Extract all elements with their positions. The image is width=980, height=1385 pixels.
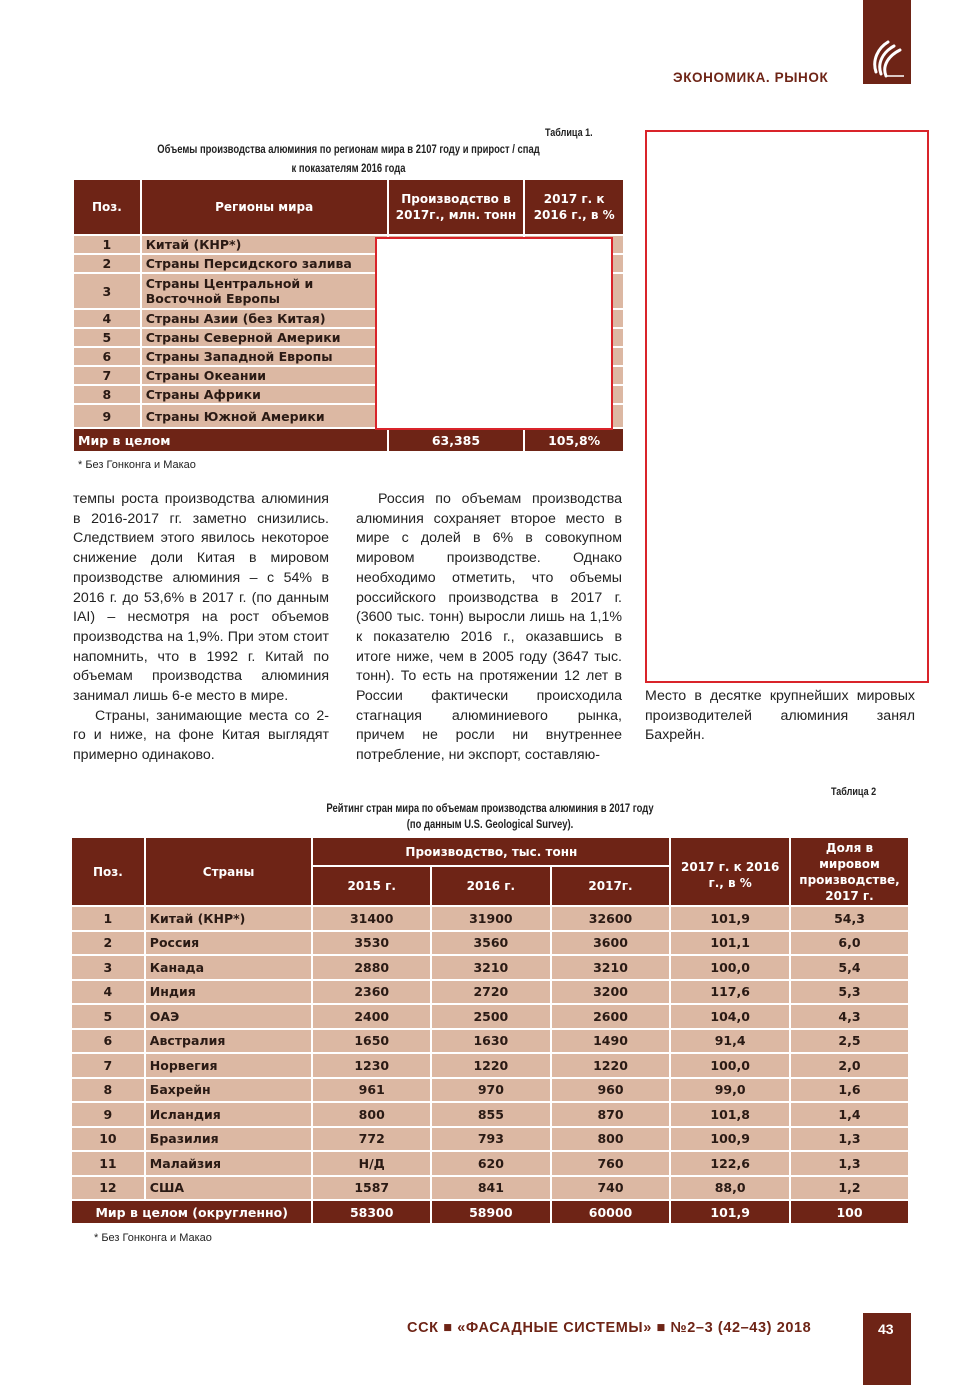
t2-cell-change: 100,0 xyxy=(670,1053,790,1078)
t1-cell-pos: 1 xyxy=(73,235,141,254)
t2-header-2017: 2017г. xyxy=(551,866,671,906)
t2-cell-y2015: 1230 xyxy=(312,1053,431,1078)
text-column-2 xyxy=(356,490,622,766)
t2-cell-country: Россия xyxy=(145,931,313,956)
t2-cell-country: Норвегия xyxy=(145,1053,313,1078)
t2-cell-country: Китай (КНР*) xyxy=(145,906,313,931)
t2-row xyxy=(71,980,909,1005)
t2-cell-y2015: 31400 xyxy=(312,906,431,931)
t2-cell-y2015: 2360 xyxy=(312,980,431,1005)
t2-cell-y2017: 32600 xyxy=(551,906,671,931)
t1-header-pos: Поз. xyxy=(73,179,141,235)
table2-number: Таблица 2 xyxy=(831,786,877,798)
col3-paragraph-1: Место в десятке крупнейших мировых производителей алюминия занял Бахрейн. xyxy=(645,688,915,744)
table2-caption-line1: Рейтинг стран мира по объемам производства алюминия в 2017 году xyxy=(326,803,654,815)
t2-cell-pos: 4 xyxy=(71,980,145,1005)
table2-countries xyxy=(70,836,910,1225)
t2-cell-change: 100,0 xyxy=(670,955,790,980)
t2-cell-y2016: 2500 xyxy=(431,1004,551,1029)
t2-cell-y2015: 3530 xyxy=(312,931,431,956)
t2-row xyxy=(71,1127,909,1152)
t1-header-region: Регионы мира xyxy=(141,179,388,235)
table1-caption-line1: Объемы производства алюминия по регионам мира в 2107 году и прирост / спад xyxy=(157,144,540,156)
t2-total-2017: 60000 xyxy=(551,1200,671,1224)
t1-total-change: 105,8% xyxy=(524,428,624,452)
t2-cell-change: 91,4 xyxy=(670,1029,790,1054)
t2-header-change: 2017 г. к 2016 г., в % xyxy=(670,837,790,906)
t2-cell-y2016: 1220 xyxy=(431,1053,551,1078)
t2-cell-pos: 5 xyxy=(71,1004,145,1029)
t2-cell-y2015: 1650 xyxy=(312,1029,431,1054)
footer-publication: ССК ■ «ФАСАДНЫЕ СИСТЕМЫ» ■ №2–3 (42–43) 2018 xyxy=(407,1320,812,1336)
t2-cell-country: Бразилия xyxy=(145,1127,313,1152)
t2-cell-y2016: 855 xyxy=(431,1102,551,1127)
t1-cell-pos: 8 xyxy=(73,385,141,404)
t2-total-row xyxy=(71,1200,909,1224)
t2-cell-country: Канада xyxy=(145,955,313,980)
t2-row xyxy=(71,1176,909,1201)
t2-cell-change: 88,0 xyxy=(670,1176,790,1201)
t2-cell-y2017: 870 xyxy=(551,1102,671,1127)
t2-cell-y2015: Н/Д xyxy=(312,1151,431,1176)
t2-cell-share: 2,5 xyxy=(790,1029,909,1054)
t1-header-production: Производство в 2017г., млн. тонн xyxy=(388,179,525,235)
t2-cell-share: 5,4 xyxy=(790,955,909,980)
t2-cell-y2015: 961 xyxy=(312,1078,431,1103)
col1-paragraph-2: Страны, занимающие места со 2-го и ниже, на фоне Китая выглядят примерно одинаково. xyxy=(73,707,329,764)
t2-total-2015: 58300 xyxy=(312,1200,431,1224)
t2-cell-y2016: 2720 xyxy=(431,980,551,1005)
t2-header-share: Доля в мировом производстве, 2017 г. xyxy=(790,837,909,906)
t1-cell-pos: 6 xyxy=(73,347,141,366)
t2-cell-country: Индия xyxy=(145,980,313,1005)
t2-cell-pos: 7 xyxy=(71,1053,145,1078)
t2-cell-pos: 1 xyxy=(71,906,145,931)
table1-footnote: * Без Гонконга и Макао xyxy=(78,459,196,471)
t2-cell-pos: 9 xyxy=(71,1102,145,1127)
t2-cell-y2017: 1490 xyxy=(551,1029,671,1054)
t2-cell-y2016: 970 xyxy=(431,1078,551,1103)
t2-cell-country: США xyxy=(145,1176,313,1201)
t2-header-country: Страны xyxy=(145,837,313,906)
t2-total-label: Мир в целом (округленно) xyxy=(71,1200,312,1224)
t2-cell-y2017: 960 xyxy=(551,1078,671,1103)
t2-cell-change: 104,0 xyxy=(670,1004,790,1029)
t2-cell-change: 101,9 xyxy=(670,906,790,931)
t1-cell-region: Страны Азии (без Китая) xyxy=(141,309,388,328)
magazine-logo-icon xyxy=(868,36,906,78)
t2-cell-country: Исландия xyxy=(145,1102,313,1127)
t2-header-production-group: Производство, тыс. тонн xyxy=(312,837,670,866)
t2-cell-change: 101,1 xyxy=(670,931,790,956)
t2-cell-change: 117,6 xyxy=(670,980,790,1005)
text-column-3 xyxy=(645,687,915,746)
text-column-1 xyxy=(73,490,329,766)
t2-cell-y2015: 2400 xyxy=(312,1004,431,1029)
t2-cell-change: 99,0 xyxy=(670,1078,790,1103)
t2-cell-share: 2,0 xyxy=(790,1053,909,1078)
table1-caption-line2: к показателям 2016 года xyxy=(291,163,406,175)
t2-cell-pos: 3 xyxy=(71,955,145,980)
t2-cell-pos: 6 xyxy=(71,1029,145,1054)
t2-total-2016: 58900 xyxy=(431,1200,551,1224)
t2-cell-change: 100,9 xyxy=(670,1127,790,1152)
t2-cell-y2016: 841 xyxy=(431,1176,551,1201)
t2-cell-share: 1,6 xyxy=(790,1078,909,1103)
t1-cell-region: Страны Океании xyxy=(141,366,388,385)
t2-cell-country: Малайзия xyxy=(145,1151,313,1176)
t1-cell-pos: 5 xyxy=(73,328,141,347)
t2-cell-share: 6,0 xyxy=(790,931,909,956)
table2-footnote: * Без Гонконга и Макао xyxy=(94,1232,212,1244)
t2-row xyxy=(71,1053,909,1078)
t1-total-row xyxy=(73,428,624,452)
t2-header-pos: Поз. xyxy=(71,837,145,906)
t2-cell-country: Бахрейн xyxy=(145,1078,313,1103)
t2-cell-y2016: 31900 xyxy=(431,906,551,931)
t2-total-share: 100 xyxy=(790,1200,909,1224)
t2-row xyxy=(71,931,909,956)
t1-cell-pos: 2 xyxy=(73,254,141,273)
t2-cell-y2016: 3210 xyxy=(431,955,551,980)
t2-cell-share: 1,4 xyxy=(790,1102,909,1127)
t2-cell-share: 4,3 xyxy=(790,1004,909,1029)
t2-total-change: 101,9 xyxy=(670,1200,790,1224)
t2-cell-y2017: 740 xyxy=(551,1176,671,1201)
t2-cell-y2017: 760 xyxy=(551,1151,671,1176)
t1-cell-region: Страны Африки xyxy=(141,385,388,404)
col1-paragraph-1: темпы роста производства алюминия в 2016-2017 гг. заметно снизились. Следствием этого явилось некоторое снижение доли Китая в мировом производстве алюминия – с 54% в 2016 г. до 53,6% в 2017 г. (по данным IAI) – несмотря на рост объемов производства на 1,9%. При этом стоит напомнить, что в 1992 г. Китай по объемам производства алюминия занимал лишь 6-е место в мире. xyxy=(73,491,329,705)
t2-cell-pos: 8 xyxy=(71,1078,145,1103)
table1-number: Таблица 1. xyxy=(545,127,593,139)
redaction-box-table1 xyxy=(375,237,613,430)
t2-cell-share: 5,3 xyxy=(790,980,909,1005)
t2-row xyxy=(71,1029,909,1054)
table2-caption-line2: (по данным U.S. Geological Survey). xyxy=(406,819,574,831)
page-number: 43 xyxy=(878,1321,894,1337)
t1-cell-pos: 3 xyxy=(73,273,141,309)
t2-cell-y2017: 2600 xyxy=(551,1004,671,1029)
t2-row xyxy=(71,955,909,980)
t2-cell-share: 1,2 xyxy=(790,1176,909,1201)
t2-cell-y2016: 793 xyxy=(431,1127,551,1152)
t2-cell-y2015: 772 xyxy=(312,1127,431,1152)
t1-cell-region: Страны Персидского залива xyxy=(141,254,388,273)
t2-cell-pos: 11 xyxy=(71,1151,145,1176)
t2-cell-share: 1,3 xyxy=(790,1127,909,1152)
t1-total-production: 63,385 xyxy=(388,428,525,452)
t1-cell-region: Страны Центральной и Восточной Европы xyxy=(141,273,388,309)
t1-cell-pos: 7 xyxy=(73,366,141,385)
t1-cell-region: Страны Южной Америки xyxy=(141,404,388,428)
t1-cell-region: Китай (КНР*) xyxy=(141,235,388,254)
section-title: ЭКОНОМИКА. РЫНОК xyxy=(673,70,829,85)
t2-row xyxy=(71,1004,909,1029)
t2-cell-y2016: 620 xyxy=(431,1151,551,1176)
t2-cell-change: 101,8 xyxy=(670,1102,790,1127)
t2-cell-y2016: 3560 xyxy=(431,931,551,956)
t2-cell-y2017: 800 xyxy=(551,1127,671,1152)
t1-cell-region: Страны Западной Европы xyxy=(141,347,388,366)
t2-cell-y2017: 3200 xyxy=(551,980,671,1005)
t2-cell-share: 1,3 xyxy=(790,1151,909,1176)
t2-cell-pos: 10 xyxy=(71,1127,145,1152)
t2-row xyxy=(71,1102,909,1127)
t1-total-label: Мир в целом xyxy=(73,428,388,452)
t1-header-change: 2017 г. к 2016 г., в % xyxy=(524,179,624,235)
t2-header-2016: 2016 г. xyxy=(431,866,551,906)
t1-cell-region: Страны Северной Америки xyxy=(141,328,388,347)
t2-header-2015: 2015 г. xyxy=(312,866,431,906)
t2-cell-change: 122,6 xyxy=(670,1151,790,1176)
t2-row xyxy=(71,906,909,931)
t2-cell-y2017: 3600 xyxy=(551,931,671,956)
redaction-box-column3 xyxy=(645,130,929,683)
t2-cell-country: ОАЭ xyxy=(145,1004,313,1029)
t2-cell-country: Австралия xyxy=(145,1029,313,1054)
t2-cell-y2017: 1220 xyxy=(551,1053,671,1078)
t2-cell-y2017: 3210 xyxy=(551,955,671,980)
col2-paragraph-1: Россия по объемам производства алюминия сохраняет второе место в мире с долей в 6% в совокупном мировом производстве. Однако необходимо отметить, что объемы российского производства в 2017 г. (3600 тыс. тонн) выросли лишь на 1,1% к показателю 2016 г., оказавшись в итоге ниже, чем в 2005 году (3647 тыс. тонн). То есть на протяжении 12 лет в России фактически происходила стагнация алюминиевого рынка, причем не росли ни внутреннее потребление, ни экспорт, составляю- xyxy=(356,491,622,764)
t2-row xyxy=(71,1151,909,1176)
t1-cell-pos: 9 xyxy=(73,404,141,428)
t2-cell-y2015: 800 xyxy=(312,1102,431,1127)
t2-row xyxy=(71,1078,909,1103)
t2-cell-pos: 12 xyxy=(71,1176,145,1201)
t2-cell-y2015: 2880 xyxy=(312,955,431,980)
t2-cell-y2015: 1587 xyxy=(312,1176,431,1201)
t2-cell-share: 54,3 xyxy=(790,906,909,931)
t1-cell-pos: 4 xyxy=(73,309,141,328)
t2-cell-y2016: 1630 xyxy=(431,1029,551,1054)
t2-cell-pos: 2 xyxy=(71,931,145,956)
